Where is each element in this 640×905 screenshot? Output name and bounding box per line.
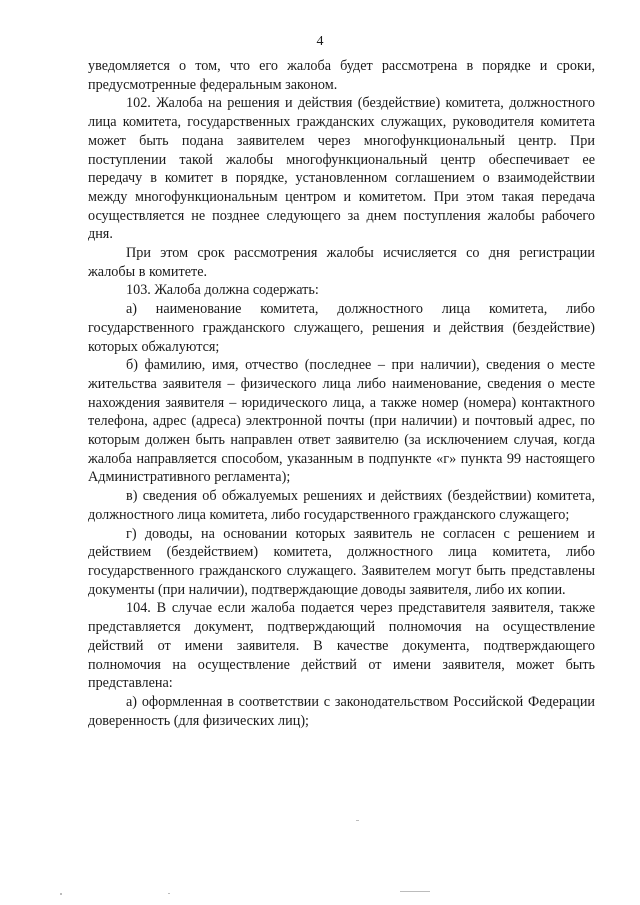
- scan-artifact: [400, 891, 430, 892]
- paragraph-103-v: в) сведения об обжалуемых решениях и действиях (бездействии) комитета, должностного лица комитета, либо государственного гражданского служащего;: [88, 488, 595, 523]
- paragraph-103: 103. Жалоба должна содержать:: [126, 282, 319, 299]
- paragraph-complaint-period: При этом срок рассмотрения жалобы исчисляется со дня регистрации жалобы в комитете.: [88, 245, 595, 280]
- paragraph-103-g: г) доводы, на основании которых заявитель не согласен с решением и действием (бездействием) комитета, должностного лица комитета, либо государственного гражданского служащего. Заявителем могут быть представлены документы (при наличии), подтверждающие доводы заявителя, либо их копии.: [88, 525, 595, 598]
- paragraph-102: 102. Жалоба на решения и действия (бездействие) комитета, должностного лица комитета, государственных гражданских служащих, руководителя комитета может быть подана заявителем через многофункциональный центр. При поступлении такой жалобы многофункциональный центр обеспечивает ее передачу в комитет в порядке, установленном соглашением о взаимодействии между многофункциональным центром и комитетом. При этом такая передача осуществляется не позднее следующего за днем поступления жалобы рабочего дня.: [88, 95, 595, 243]
- paragraph-104-a: а) оформленная в соответствии с законодательством Российской Федерации доверенность (для физических лиц);: [88, 693, 595, 729]
- paragraph-104: 104. В случае если жалоба подается через представителя заявителя, также представляется документ, подтверждающий полномочия на осуществление действий от имени заявителя. В качестве документа, подтверждающего полномочия на осуществление действий от имени заявителя, может быть представлена:: [88, 600, 595, 692]
- scan-artifact: [356, 820, 359, 821]
- paragraph-continuation: уведомляется о том, что его жалоба будет рассмотрена в порядке и сроки, предусмотренные федеральным законом.: [88, 58, 595, 93]
- document-body: [88, 57, 595, 730]
- scan-artifact: [60, 893, 62, 895]
- scan-artifact: [168, 893, 170, 894]
- paragraph-103-a: а) наименование комитета, должностного лица комитета, либо государственного гражданского служащего, решения и действия (бездействие) которых обжалуются;: [88, 301, 595, 355]
- page-number: 4: [316, 34, 324, 49]
- paragraph-103-b: б) фамилию, имя, отчество (последнее – при наличии), сведения о месте жительства заявителя – физического лица либо наименование, сведения о месте нахождения заявителя – юридического лица, а также номер (номера) контактного телефона, адрес (адреса) электронной почты (при наличии) и почтовый адрес, по которым должен быть направлен ответ заявителю (за исключением случая, когда жалоба направляется способом, указанным в подпункте «г» пункта 99 настоящего Административного регламента);: [88, 357, 595, 486]
